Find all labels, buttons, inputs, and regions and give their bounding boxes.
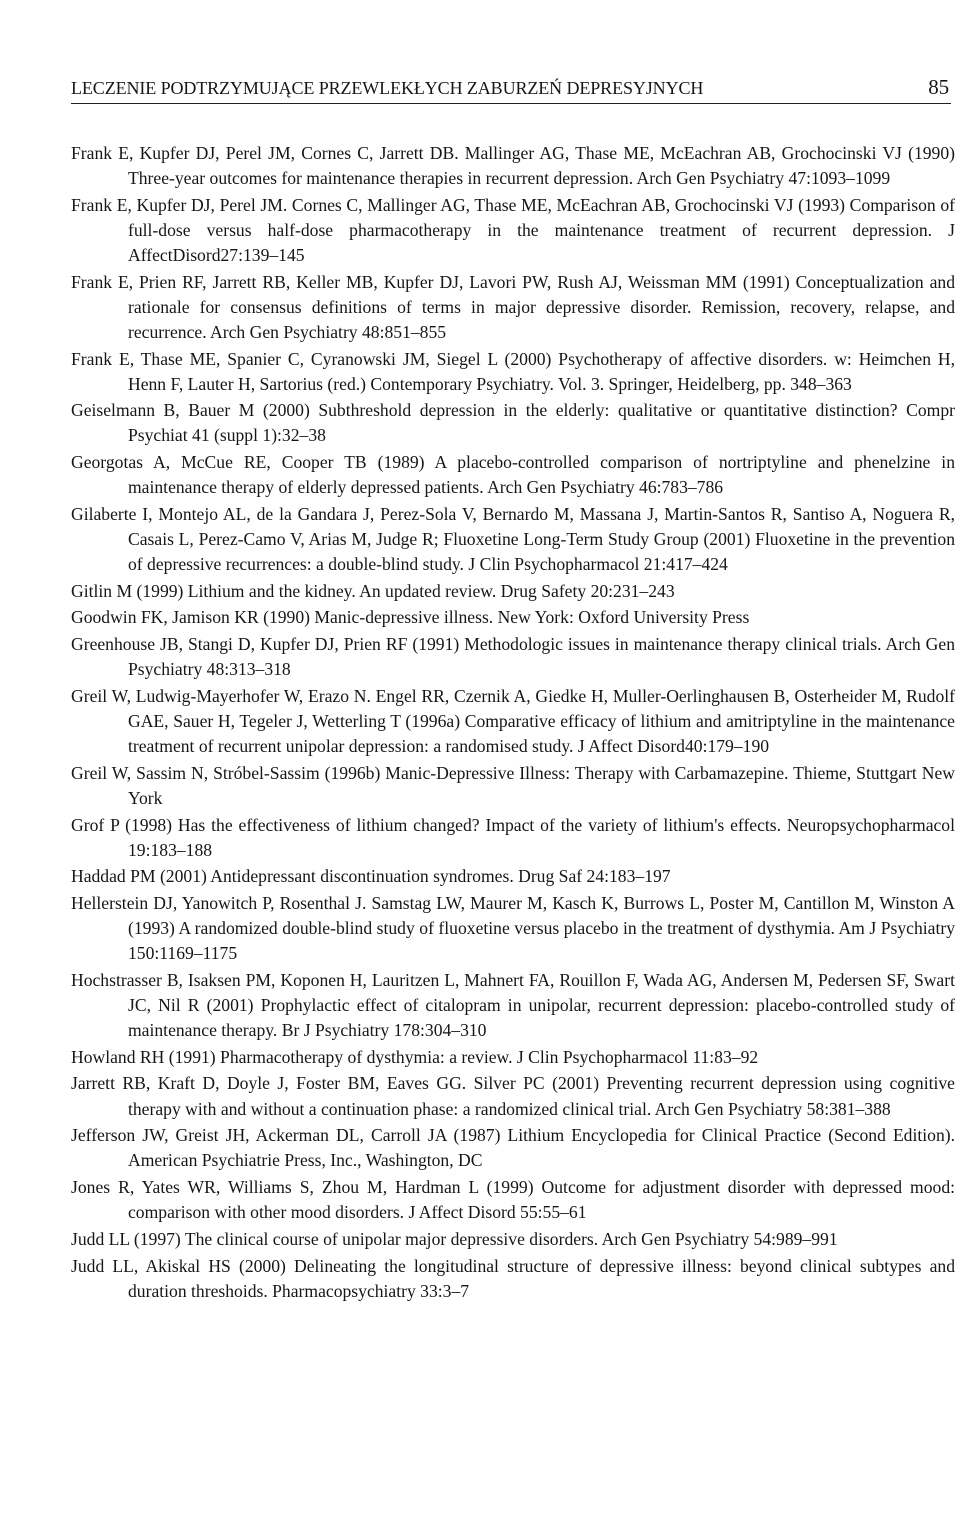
reference-entry: Frank E, Thase ME, Spanier C, Cyranowski JM, Siegel L (2000) Psychotherapy of affective disorders. w: Heimchen H, Henn F, Lauter H, Sartorius (red.) Contemporary Psychiatry. Vol. 3. Springer, Heidelberg, pp. 348–363 <box>71 348 955 394</box>
reference-list <box>71 141 955 1305</box>
reference-entry: Hochstrasser B, Isaksen PM, Koponen H, Lauritzen L, Mahnert FA, Rouillon F, Wada AG, Andersen M, Pedersen SF, Swart JC, Nil R (2001) Prophylactic effect of citalopram in unipolar, recurrent depression: placebo-controlled study of maintenance therapy. Br J Psychiatry 178:304–310 <box>71 969 955 1041</box>
reference-entry: Jefferson JW, Greist JH, Ackerman DL, Carroll JA (1987) Lithium Encyclopedia for Clinical Practice (Second Edition). American Psychiatrie Press, Inc., Washington, DC <box>71 1125 955 1171</box>
reference-entry: Gilaberte I, Montejo AL, de la Gandara J, Perez-Sola V, Bernardo M, Massana J, Martin-Santos R, Santiso A, Noguera R, Casais L, Perez-Camo V, Arias M, Judge R; Fluoxetine Long-Term Study Group (2001) Fluoxetine in the prevention of depressive recurrences: a double-blind study. J Clin Psychopharmacol 21:417–424 <box>71 503 955 575</box>
reference-entry: Gitlin M (1999) Lithium and the kidney. An updated review. Drug Safety 20:231–243 <box>71 580 675 601</box>
running-header-title: LECZENIE PODTRZYMUJĄCE PRZEWLEKŁYCH ZABURZEŃ DEPRESYJNYCH <box>71 78 704 98</box>
reference-entry: Haddad PM (2001) Antidepressant discontinuation syndromes. Drug Saf 24:183–197 <box>71 866 671 887</box>
reference-entry: Howland RH (1991) Pharmacotherapy of dysthymia: a review. J Clin Psychopharmacol 11:83–92 <box>71 1046 759 1067</box>
reference-entry: Frank E, Prien RF, Jarrett RB, Keller MB, Kupfer DJ, Lavori PW, Rush AJ, Weissman MM (1991) Conceptualization and rationale for consensus definitions of terms in major depressive disorder. Remission, recovery, relapse, and recurrence. Arch Gen Psychiatry 48:851–855 <box>71 271 955 342</box>
reference-entry: Judd LL, Akiskal HS (2000) Delineating the longitudinal structure of depressive illness: beyond clinical subtypes and duration threshoids. Pharmacopsychiatry 33:3–7 <box>71 1255 955 1301</box>
running-header <box>71 75 951 104</box>
reference-entry: Hellerstein DJ, Yanowitch P, Rosenthal J. Samstag LW, Maurer M, Kasch K, Burrows L, Poster M, Cantillon M, Winston A (1993) A randomized double-blind study of fluoxetine versus placebo in the treatment of dysthymia. Am J Psychiatry 150:1169–1175 <box>71 893 955 964</box>
reference-entry: Judd LL (1997) The clinical course of unipolar major depressive disorders. Arch Gen Psychiatry 54:989–991 <box>71 1228 838 1249</box>
reference-entry: Jones R, Yates WR, Williams S, Zhou M, Hardman L (1999) Outcome for adjustment disorder with depressed mood: comparison with other mood disorders. J Affect Disord 55:55–61 <box>71 1177 955 1223</box>
page-number: 85 <box>928 75 949 99</box>
reference-entry: Geiselmann B, Bauer M (2000) Subthreshold depression in the elderly: qualitative or quantitative distinction? Compr Psychiat 41 (suppl 1):32–38 <box>71 400 955 446</box>
reference-entry: Greil W, Ludwig-Mayerhofer W, Erazo N. Engel RR, Czernik A, Giedke H, Muller-Oerlinghausen B, Osterheider M, Rudolf GAE, Sauer H, Tegeler J, Wetterling T (1996a) Comparative efficacy of lithium and amitriptyline in the maintenance treatment of recurrent unipolar depression: a randomised study. J Affect Disord40:179–190 <box>71 685 955 757</box>
reference-entry: Georgotas A, McCue RE, Cooper TB (1989) A placebo-controlled comparison of nortriptyline and phenelzine in maintenance therapy of elderly depressed patients. Arch Gen Psychiatry 46:783–786 <box>71 452 955 498</box>
reference-entry: Frank E, Kupfer DJ, Perel JM, Cornes C, Jarrett DB. Mallinger AG, Thase ME, McEachran AB, Grochocinski VJ (1990) Three-year outcomes for maintenance therapies in recurrent depression. Arch Gen Psychiatry 47:1093–1099 <box>71 143 955 189</box>
reference-entry: Goodwin FK, Jamison KR (1990) Manic-depressive illness. New York: Oxford University Press <box>71 607 750 628</box>
reference-entry: Jarrett RB, Kraft D, Doyle J, Foster BM, Eaves GG. Silver PC (2001) Preventing recurrent depression using cognitive therapy with and without a continuation phase: a randomized clinical trial. Arch Gen Psychiatry 58:381–388 <box>71 1073 955 1119</box>
reference-entry: Greenhouse JB, Stangi D, Kupfer DJ, Prien RF (1991) Methodologic issues in maintenance therapy clinical trials. Arch Gen Psychiatry 48:313–318 <box>71 634 955 680</box>
reference-entry: Grof P (1998) Has the effectiveness of lithium changed? Impact of the variety of lithium's effects. Neuropsychopharmacol 19:183–188 <box>71 814 955 860</box>
reference-entry: Greil W, Sassim N, Stróbel-Sassim (1996b) Manic-Depressive Illness: Therapy with Carbamazepine. Thieme, Stuttgart New York <box>71 762 955 808</box>
reference-entry: Frank E, Kupfer DJ, Perel JM. Cornes C, Mallinger AG, Thase ME, McEachran AB, Grochocinski VJ (1993) Comparison of full-dose versus half-dose pharmacotherapy in the maintenance treatment of recurrent depression. J AffectDisord27:139–145 <box>71 194 955 265</box>
